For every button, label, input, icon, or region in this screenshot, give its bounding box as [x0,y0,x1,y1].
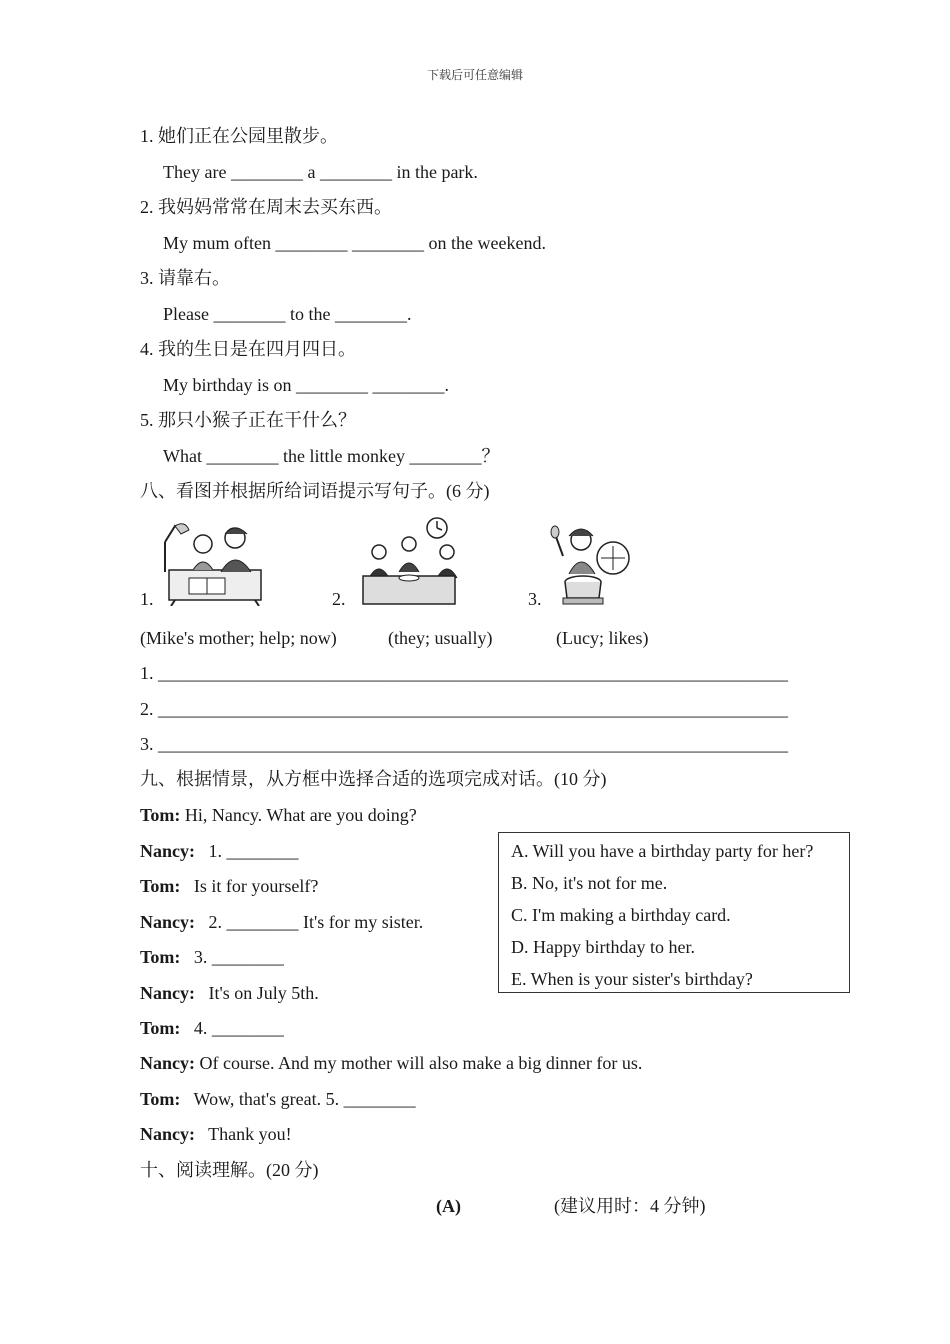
translation-item-1-en: They are ________ a ________ in the park. [163,162,478,182]
picture-1-homework-illustration [155,520,267,606]
dialogue-text: 4. ________ [180,1018,284,1038]
dialogue-line [140,1051,642,1075]
translation-item-1-cn: 1. 她们正在公园里散步。 [140,126,338,146]
time-hint: (建议用时：4 分钟) [554,1196,706,1216]
dialogue-line [140,1122,292,1146]
speaker: Tom: [140,805,181,825]
dialogue-text: Thank you! [195,1124,292,1144]
option-e: E. When is your sister's birthday? [511,969,753,989]
translation-item-4-en: My birthday is on ________ ________. [163,375,449,395]
option-d: D. Happy birthday to her. [511,937,695,957]
speaker: Tom: [140,947,181,967]
dialogue-line [140,981,319,1005]
picture-3-number: 3. [528,589,542,609]
dialogue-text: 1. ________ [195,841,299,861]
translation-item-3-en: Please ________ to the ________. [163,304,412,324]
dialogue-line [140,1016,284,1040]
picture-2-family-dinner-illustration [357,516,461,606]
page-header: 下载后可任意编辑 [426,68,523,82]
section-10-title: 十、阅读理解。(20 分) [140,1160,319,1180]
answer-line-2[interactable]: 2. ______________________________________________________________________ [140,699,788,719]
speaker: Tom: [140,1089,181,1109]
speaker: Nancy: [140,983,195,1003]
answer-line-1[interactable]: 1. ______________________________________________________________________ [140,663,788,683]
dialogue-line [140,945,284,969]
speaker: Tom: [140,1018,181,1038]
section-8-title: 八、看图并根据所给词语提示写句子。(6 分) [140,481,490,501]
translation-item-2-cn: 2. 我妈妈常常在周末去买东西。 [140,197,392,217]
translation-item-4-cn: 4. 我的生日是在四月四日。 [140,339,356,359]
dialogue-text: It's on July 5th. [195,983,319,1003]
dialogue-line [140,874,318,898]
dialogue-line [140,910,423,934]
speaker: Nancy: [140,912,195,932]
answer-line-3[interactable]: 3. ______________________________________________________________________ [140,734,788,754]
option-c: C. I'm making a birthday card. [511,905,731,925]
translation-item-2-en: My mum often ________ ________ on the weekend. [163,233,546,253]
speaker: Tom: [140,876,181,896]
part-a-label: (A) [436,1196,461,1216]
dialogue-line [140,803,417,827]
option-a: A. Will you have a birthday party for her? [511,841,814,861]
picture-1-number: 1. [140,589,154,609]
speaker: Nancy: [140,1124,195,1144]
speaker: Nancy: [140,1053,195,1073]
dialogue-text: Of course. And my mother will also make a big dinner for us. [195,1053,643,1073]
options-box [498,832,850,993]
dialogue-text: 2. ________ It's for my sister. [195,912,424,932]
dialogue-text: Hi, Nancy. What are you doing? [180,805,417,825]
picture-1-hint: (Mike's mother; help; now) [140,628,337,648]
dialogue-text: 3. ________ [180,947,284,967]
picture-2-number: 2. [332,589,346,609]
dialogue-line [140,839,299,863]
translation-item-3-cn: 3. 请靠右。 [140,268,230,288]
translation-item-5-cn: 5. 那只小猴子正在干什么？ [140,410,356,430]
dialogue-text: Wow, that's great. 5. ________ [180,1089,416,1109]
dialogue-line [140,1087,416,1111]
option-b: B. No, it's not for me. [511,873,668,893]
translation-item-5-en: What ________ the little monkey ________？ [163,446,500,466]
picture-3-cooking-illustration [547,522,633,606]
speaker: Nancy: [140,841,195,861]
dialogue-text: Is it for yourself? [180,876,319,896]
picture-2-hint: (they; usually) [388,628,493,648]
section-9-title: 九、根据情景，从方框中选择合适的选项完成对话。(10 分) [140,769,607,789]
picture-3-hint: (Lucy; likes) [556,628,649,648]
